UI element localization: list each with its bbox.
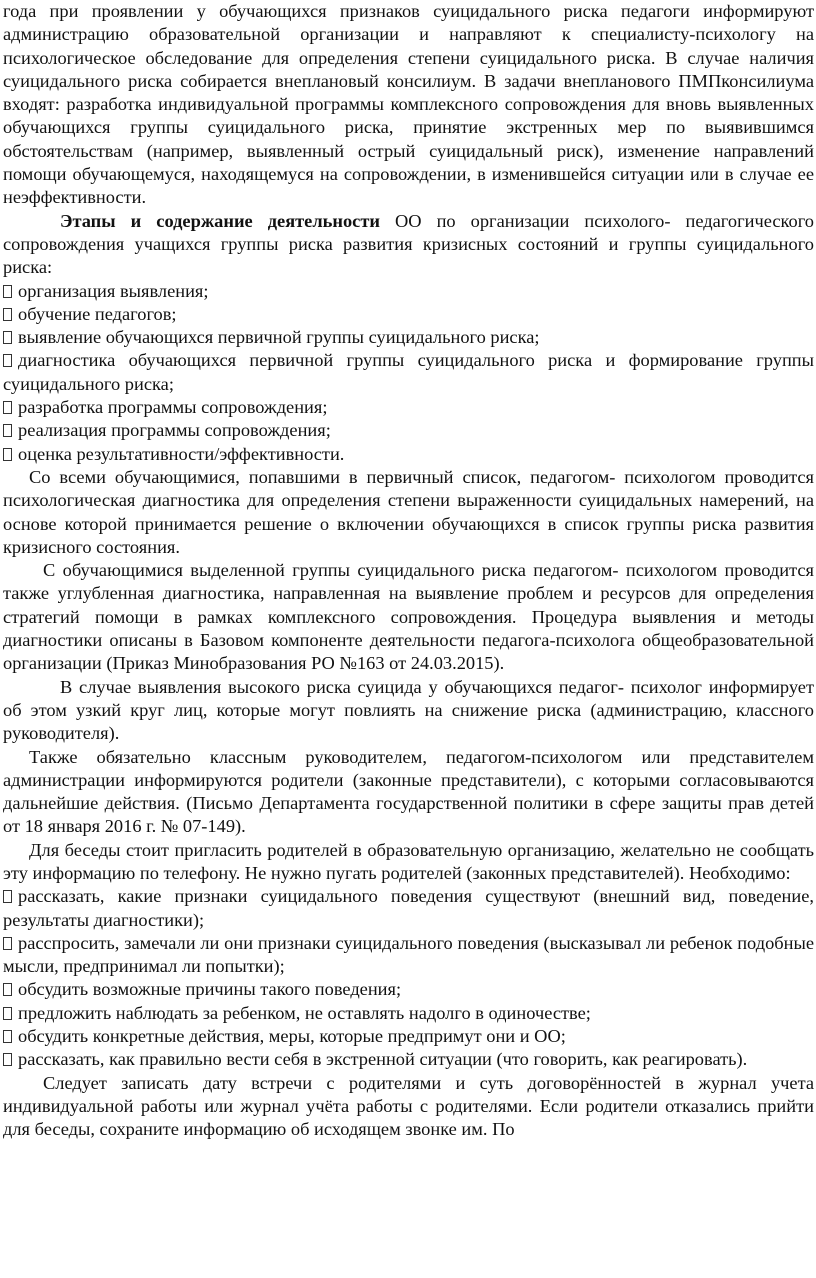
list-item: организация выявления; — [3, 280, 814, 303]
paragraph-consilium: года при проявлении у обучающихся признаков суицидального риска педагоги информируют администрацию образовательной организации и направляют к специалисту-психологу на психологическое обследование для определения степени суицидального риска. В случае наличия суицидального риска собирается внеплановый консилиум. В задачи внепланового ПМПконсилиума входят: разработка индивидуальной программы комплексного сопровождения для вновь выявленных обучающихся группы суицидального риска, принятие экстренных мер по выявившимся обстоятельствам (например, выявленный острый суицидальный риск), изменение направлений помощи обучающемуся, находящемуся на сопровождении, в изменившейся ситуации или в случае ее неэффективности. — [3, 1, 814, 208]
list-item: выявление обучающихся первичной группы суицидального риска; — [3, 326, 814, 349]
bullet-icon — [3, 331, 12, 344]
list-item: предложить наблюдать за ребенком, не оставлять надолго в одиночестве; — [3, 1002, 814, 1025]
paragraph-primary-diagnostics: Со всеми обучающимися, попавшими в первичный список, педагогом- психологом проводится психологическая диагностика для определения степени выраженности суицидальных намерений, на основе которой принимается решение о включении обучающихся в список группы риска развития кризисного состояния. — [3, 466, 814, 557]
bullet-icon — [3, 448, 12, 461]
paragraph-deep-diagnostics: С обучающимися выделенной группы суицидального риска педагогом- психологом проводится также углубленная диагностика, направленная на выявление проблем и ресурсов для определения стратегий помощи в рамках комплексного сопровождения. Процедура выявления и методы диагностики описаны в Базовом компоненте деятельности педагога-психолога общеобразовательной организации (Приказ Минобразования РО №163 от 24.03.2015). — [3, 560, 814, 674]
list-item: обучение педагогов; — [3, 303, 814, 326]
bullet-icon — [3, 983, 12, 996]
list-item: рассказать, какие признаки суицидального поведения существуют (внешний вид, поведение, результаты диагностики); — [3, 886, 814, 930]
stages-list — [3, 280, 814, 466]
bullet-icon — [3, 354, 12, 367]
bullet-icon — [3, 1053, 12, 1066]
paragraph-high-risk: В случае выявления высокого риска суицида у обучающихся педагог- психолог информирует об этом узкий круг лиц, которые могут повлиять на снижение риска (администрацию, классного руководителя). — [3, 676, 814, 744]
bullet-icon — [3, 890, 12, 903]
list-item: разработка программы сопровождения; — [3, 396, 814, 419]
bullet-icon — [3, 937, 12, 950]
paragraph-stages-intro — [3, 210, 814, 280]
list-item: обсудить конкретные действия, меры, которые предпримут они и ОО; — [3, 1025, 814, 1048]
bullet-icon — [3, 1030, 12, 1043]
bullet-icon — [3, 285, 12, 298]
bullet-icon — [3, 401, 12, 414]
list-item: обсудить возможные причины такого поведения; — [3, 978, 814, 1001]
list-item: рассказать, как правильно вести себя в экстренной ситуации (что говорить, как реагировать). — [3, 1048, 814, 1071]
list-item: расспросить, замечали ли они признаки суицидального поведения (высказывал ли ребенок подобные мысли, предпринимал ли попытки); — [3, 932, 814, 977]
bullet-icon — [3, 1007, 12, 1020]
bullet-icon — [3, 424, 12, 437]
stages-intro-text: ОО по организации психолого- педагогического сопровождения учащихся группы риска развития кризисных состояний и группы суицидального риска: — [3, 210, 814, 278]
paragraph-journal: Следует записать дату встречи с родителями и суть договорённостей в журнал учета индивидуальной работы или журнал учёта работы с родителями. Если родители отказались прийти для беседы, сохраните информацию об исходящем звонке им. По — [3, 1072, 814, 1140]
stages-heading: Этапы и содержание деятельности — [60, 210, 380, 231]
paragraph-parents-informed: Также обязательно классным руководителем, педагогом-психологом или представителем администрации информируются родители (законные представители), с которыми согласовываются дальнейшие действия. (Письмо Департамента государственной политики в сфере защиты прав детей от 18 января 2016 г. № 07-149). — [3, 746, 814, 837]
list-item: реализация программы сопровождения; — [3, 419, 814, 442]
bullet-icon — [3, 308, 12, 321]
conversation-list — [3, 885, 814, 1071]
paragraph-conversation: Для беседы стоит пригласить родителей в образовательную организацию, желательно не сообщать эту информацию по телефону. Не нужно пугать родителей (законных представителей). Необходимо: — [3, 839, 814, 883]
list-item: оценка результативности/эффективности. — [3, 443, 814, 466]
list-item: диагностика обучающихся первичной группы суицидального риска и формирование группы суицидального риска; — [3, 350, 814, 394]
